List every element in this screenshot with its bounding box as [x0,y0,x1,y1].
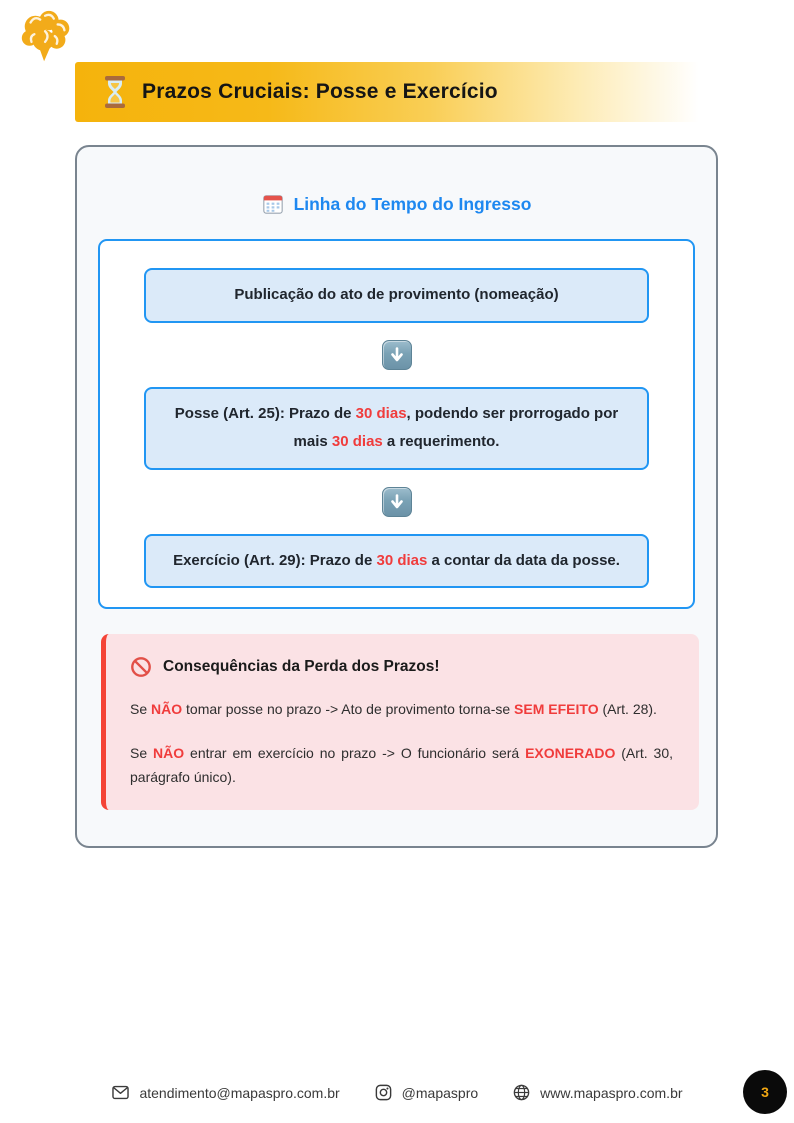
globe-icon [512,1083,531,1102]
brand-logo [16,8,78,64]
timeline-step-posse [144,387,649,470]
page-number: 3 [761,1084,769,1100]
mail-icon [111,1083,130,1102]
instagram-icon [374,1083,393,1102]
timeline-step-publicacao [144,268,649,323]
timeline-title-text: Linha do Tempo do Ingresso [293,193,532,214]
footer-instagram-text[interactable]: @mapaspro [401,1084,479,1101]
timeline-step-exercicio [144,534,649,589]
footer-instagram [374,1083,478,1102]
timeline-frame [98,239,695,609]
footer-website-text[interactable]: www.mapaspro.com.br [540,1084,683,1101]
alert-box [101,634,699,810]
footer-email-text[interactable]: atendimento@mapaspro.com.br [139,1084,340,1101]
brain-icon [16,8,78,64]
footer [0,1083,794,1102]
page-number-badge [743,1070,787,1114]
content-card [75,145,718,848]
footer-email [111,1083,339,1102]
prohibition-icon [130,656,152,678]
alert-paragraph: Se NÃO entrar em exercício no prazo -> O funcionário será EXONERADO (Art. 30, parágrafo único). [130,744,674,785]
header-banner [75,62,718,122]
alert-title-text: Consequências da Perda dos Prazos! [163,658,440,675]
down-arrow-icon [382,487,412,517]
footer-website [512,1083,682,1102]
down-arrow-icon [382,340,412,370]
alert-paragraph: Se NÃO tomar posse no prazo -> Ato de provimento torna-se SEM EFEITO (Art. 28). [130,701,657,717]
step-text: Exercício (Art. 29): Prazo de 30 dias a contar da data da posse. [173,551,620,569]
calendar-icon [262,193,284,215]
step-text: Posse (Art. 25): Prazo de 30 dias, podendo ser prorrogado por mais 30 dias a requerimento. [174,404,619,450]
step-text: Publicação do ato de provimento (nomeação) [234,286,559,303]
page-title: Prazos Cruciais: Posse e Exercício [142,80,498,103]
alert-title-row [130,656,673,678]
timeline-section-title [77,193,716,215]
hourglass-icon [103,76,127,108]
